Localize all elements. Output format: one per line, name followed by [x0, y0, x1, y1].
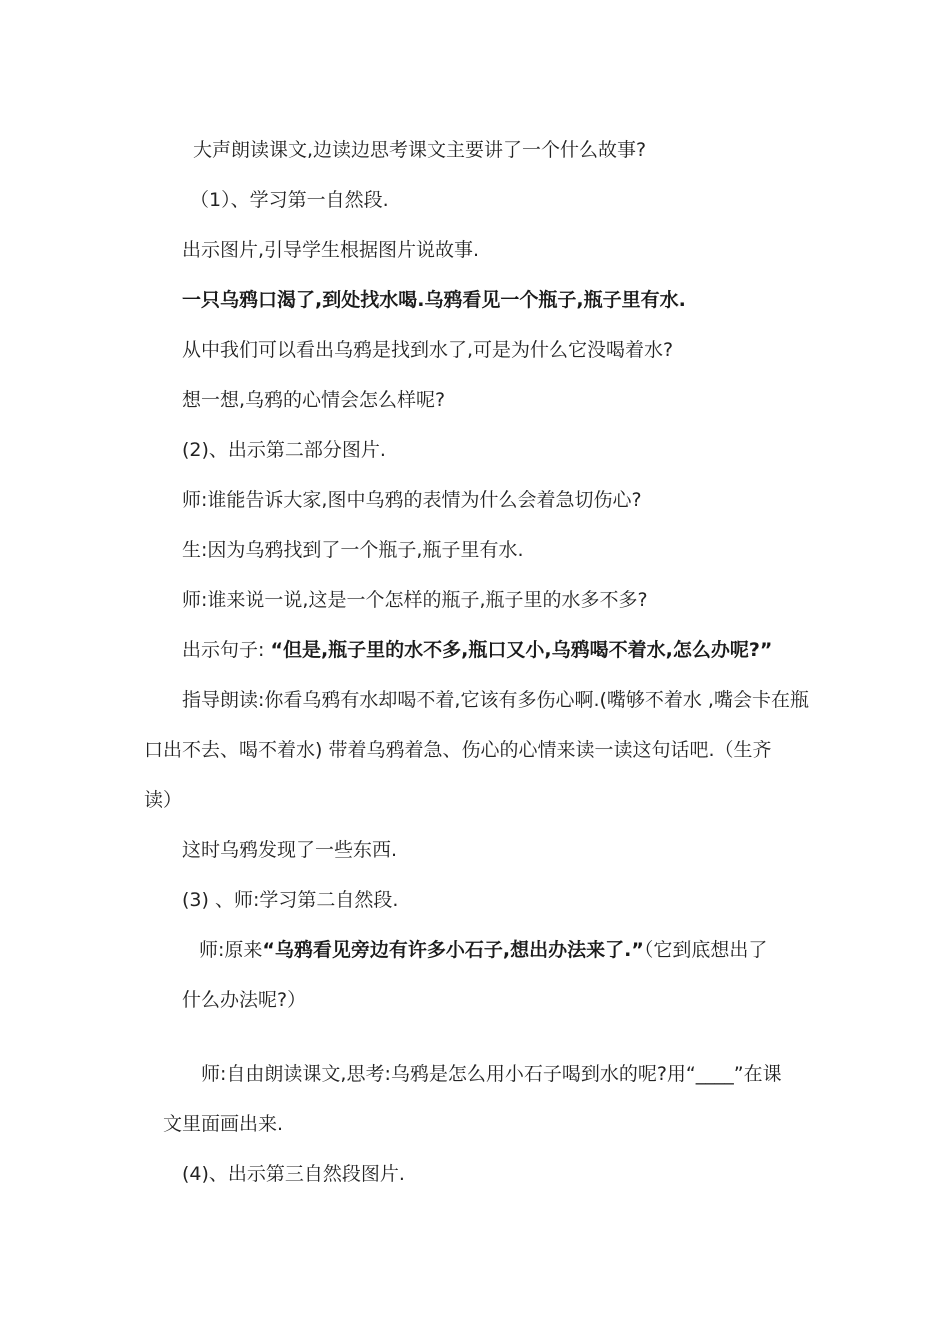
student-answer-bottle: 生:因为乌鸦找到了一个瓶子,瓶子里有水.	[182, 539, 524, 561]
teacher-original-suffix: （它到底想出了	[643, 939, 768, 961]
intro-instruction: 大声朗读课文,边读边思考课文主要讲了一个什么故事?	[193, 139, 647, 161]
teacher-original-prefix: 师:原来	[199, 939, 263, 961]
show-sentence-line	[182, 638, 772, 662]
show-sentence-quote: “但是,瓶子里的水不多,瓶口又小,乌鸦喝不着水,怎么办呢?”	[270, 639, 773, 661]
reading-guidance-line-1: 指导朗读:你看乌鸦有水却喝不着,它该有多伤心啊.(嘴够不着水 ,嘴会卡在瓶	[182, 689, 809, 711]
free-reading-instruction-line-1: 师:自由朗读课文,思考:乌鸦是怎么用小石子喝到水的呢?用“____”在课	[201, 1063, 782, 1085]
section-2-heading: (2)、出示第二部分图片.	[182, 439, 386, 461]
free-reading-instruction-line-2: 文里面画出来.	[163, 1113, 284, 1135]
crow-pebbles-quote: “乌鸦看见旁边有许多小石子,想出办法来了.”	[262, 939, 644, 961]
section-3-heading: (3) 、师:学习第二自然段.	[182, 889, 399, 911]
what-method-line: 什么办法呢?）	[182, 989, 307, 1011]
teacher-original-text-line	[199, 938, 767, 962]
section-1-heading: （1）、学习第一自然段.	[190, 189, 389, 211]
reading-guidance-line-3: 读）	[144, 789, 183, 811]
crow-thirsty-sentence: 一只乌鸦口渴了,到处找水喝.乌鸦看见一个瓶子,瓶子里有水.	[182, 289, 686, 311]
question-crow-mood: 想一想,乌鸦的心情会怎么样呢?	[182, 389, 446, 411]
section-4-heading: (4)、出示第三自然段图片.	[182, 1163, 405, 1185]
teacher-question-expression: 师:谁能告诉大家,图中乌鸦的表情为什么会着急切伤心?	[182, 489, 642, 511]
teacher-question-bottle: 师:谁来说一说,这是一个怎样的瓶子,瓶子里的水多不多?	[182, 589, 648, 611]
question-why-no-water: 从中我们可以看出乌鸦是找到水了,可是为什么它没喝着水?	[182, 339, 674, 361]
crow-found-something: 这时乌鸦发现了一些东西.	[182, 839, 398, 861]
show-sentence-prefix: 出示句子:	[182, 639, 271, 661]
show-picture-line: 出示图片,引导学生根据图片说故事.	[182, 239, 480, 261]
reading-guidance-line-2: 口出不去、喝不着水) 带着乌鸦着急、伤心的心情来读一读这句话吧.（生齐	[144, 739, 772, 761]
